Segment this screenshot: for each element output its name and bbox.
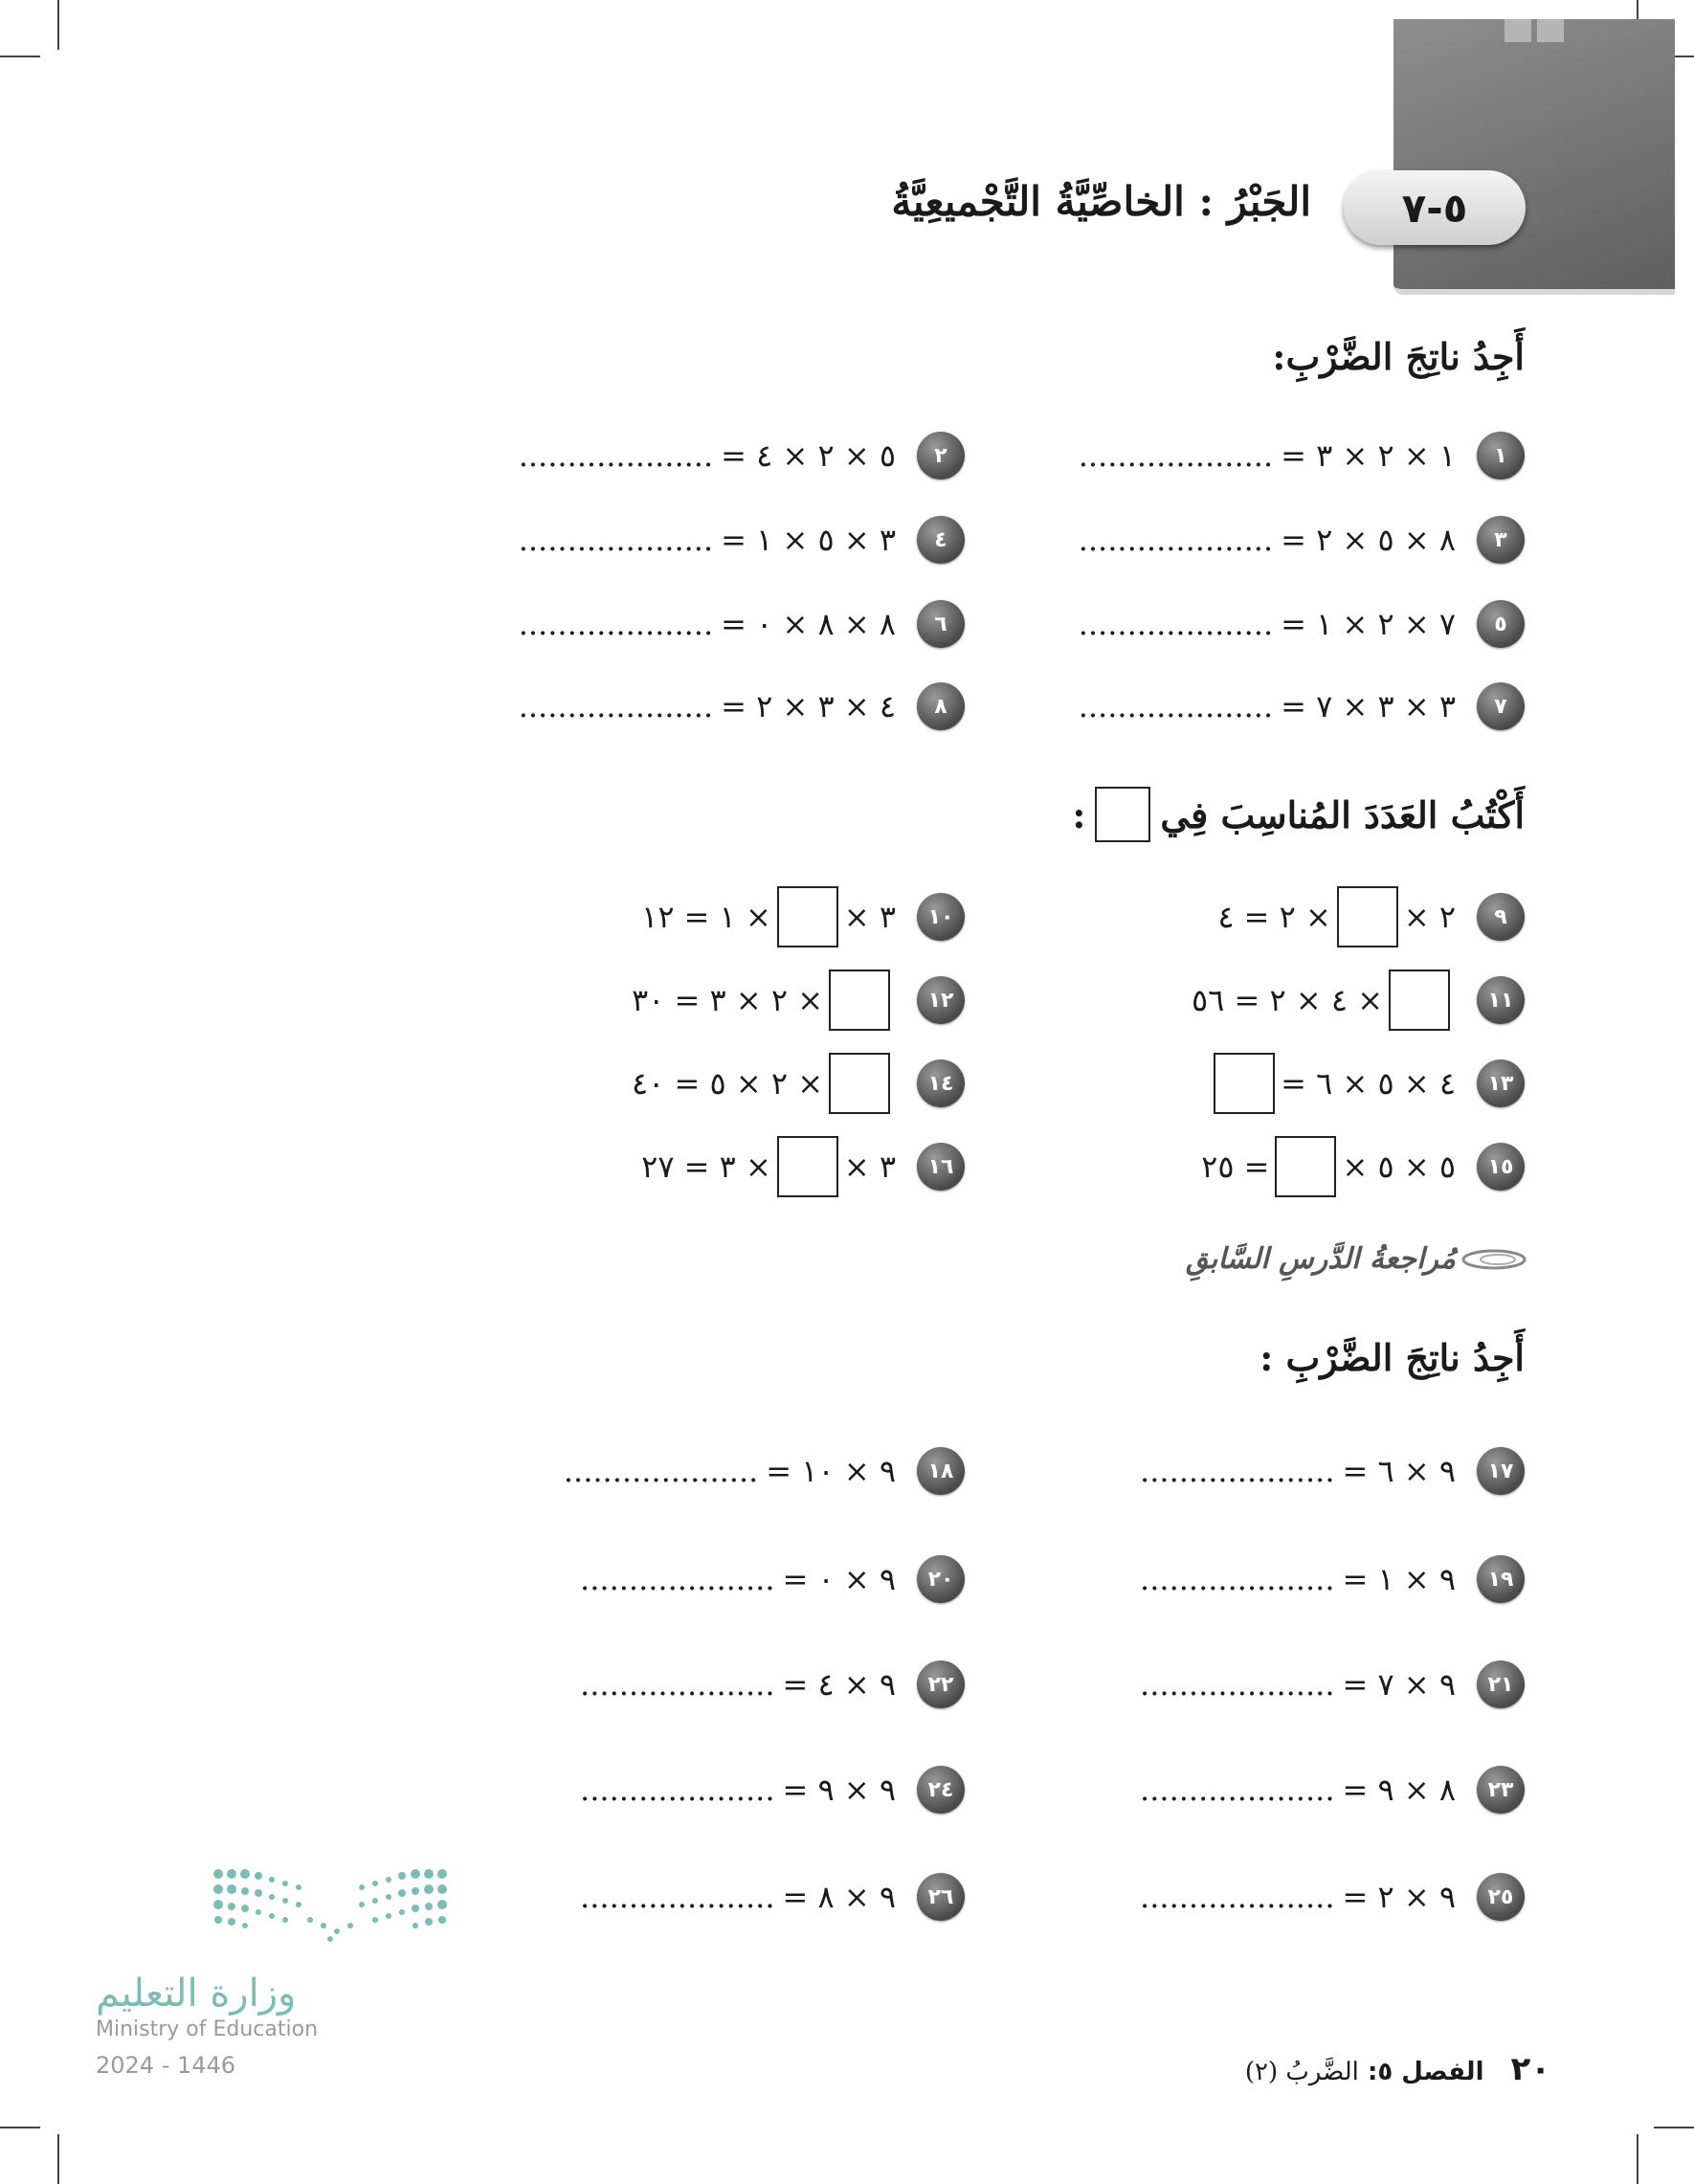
expression-after: × ٤ × ٢ = ٥٦: [1191, 982, 1383, 1018]
answer-box[interactable]: [1214, 1053, 1275, 1114]
expression-after: × ٣ = ٢٧: [641, 1148, 771, 1185]
lesson-number: ٥-٧: [1401, 184, 1468, 232]
answer-line[interactable]: ....................: [1140, 1879, 1335, 1915]
exercise-number-badge: ٦: [917, 600, 965, 648]
exercise-expression: ٨ × ٨ × ٠ =: [721, 606, 896, 642]
review-heading: [1186, 1242, 1527, 1276]
exercise-14: [632, 1053, 965, 1114]
exercise-16: [641, 1136, 965, 1197]
exercise-number-badge: ٢٥: [1477, 1873, 1525, 1921]
answer-line[interactable]: ....................: [518, 606, 714, 642]
exercise-expression: ٩ × ٤ =: [782, 1666, 896, 1703]
expression-after: = ٢٥: [1201, 1148, 1270, 1185]
exercise-number-badge: ١٢: [917, 976, 965, 1024]
crop-mark: [1654, 2127, 1694, 2128]
answer-line[interactable]: ....................: [580, 1879, 775, 1915]
instruction-text: أَجِدُ ناتِجَ الضَّرْبِ :: [1259, 1336, 1525, 1379]
expression-before: ٣ ×: [843, 1148, 896, 1185]
answer-line[interactable]: ....................: [1140, 1772, 1335, 1808]
expression-before: ٢ ×: [1403, 899, 1456, 935]
lesson-title: الجَبْرُ : الخاصِّيَّةُ التَّجْميعِيَّةُ: [891, 178, 1311, 225]
answer-box[interactable]: [777, 886, 838, 947]
ministry-name-english: Ministry of Education: [96, 2017, 319, 2041]
expression-before: ٤ × ٥ × ٦ =: [1281, 1065, 1456, 1102]
crop-mark: [0, 56, 40, 57]
exercise-number-badge: ٤: [917, 516, 965, 564]
exercise-number-badge: ٣: [1477, 516, 1525, 564]
instruction-colon: :: [1072, 792, 1086, 836]
exercise-expression: ٩ × ٠ =: [782, 1561, 896, 1597]
exercise-number-badge: ٥: [1477, 600, 1525, 648]
crop-mark: [57, 0, 59, 50]
exercise-expression: ٣ × ٥ × ١ =: [721, 522, 896, 558]
answer-line[interactable]: ....................: [518, 688, 714, 724]
expression-before: ٣ ×: [843, 899, 896, 935]
answer-box[interactable]: [829, 1053, 890, 1114]
answer-line[interactable]: ....................: [563, 1453, 759, 1489]
answer-line[interactable]: ....................: [1078, 606, 1274, 642]
swirl-icon: [1461, 1248, 1527, 1271]
exercise-number-badge: ١٣: [1477, 1059, 1525, 1107]
chapter-label: [1245, 2058, 1484, 2086]
chapter-title: الضَّربُ (٢): [1244, 2058, 1359, 2086]
exercise-expression: ٩ × ١ =: [1342, 1561, 1456, 1597]
exercise-expression: ٥ × ٢ × ٤ =: [721, 437, 896, 474]
answer-line[interactable]: ....................: [1078, 522, 1274, 558]
exercise-number-badge: ١٤: [917, 1059, 965, 1107]
page-number: ٢٠: [1510, 2050, 1550, 2088]
exercise-number-badge: ٩: [1477, 893, 1525, 941]
exercise-number-badge: ١: [1477, 432, 1525, 479]
answer-line[interactable]: ....................: [518, 437, 714, 474]
exercise-expression: ٣ × ٣ × ٧ =: [1281, 688, 1456, 724]
review-label: مُراجعةُ الدَّرسِ السَّابقِ: [1185, 1242, 1456, 1276]
exercise-15: [1201, 1136, 1525, 1197]
answer-box[interactable]: [1275, 1136, 1336, 1197]
exercise-3: [1079, 509, 1525, 570]
crop-mark: [0, 2127, 40, 2128]
answer-line[interactable]: ....................: [1078, 688, 1274, 724]
exercise-expression: ٤ × ٣ × ٢ =: [721, 688, 896, 724]
answer-line[interactable]: ....................: [1140, 1453, 1335, 1489]
answer-box[interactable]: [777, 1136, 838, 1197]
answer-line[interactable]: ....................: [580, 1561, 775, 1597]
exercise-11: [1192, 969, 1525, 1031]
header-tab-square: [1505, 19, 1531, 42]
exercise-10: [641, 886, 965, 947]
answer-line[interactable]: ....................: [1140, 1561, 1335, 1597]
box-symbol: [1095, 787, 1150, 842]
exercise-18: [564, 1440, 965, 1502]
answer-line[interactable]: ....................: [1140, 1666, 1335, 1703]
header-tab-block: [1393, 19, 1675, 295]
exercise-expression: ٩ × ٨ =: [782, 1879, 896, 1915]
exercise-number-badge: ٢٤: [917, 1766, 965, 1814]
ministry-year: 2024 - 1446: [96, 2052, 236, 2079]
crop-mark: [1637, 2134, 1638, 2184]
answer-line[interactable]: ....................: [580, 1666, 775, 1703]
exercise-24: [580, 1759, 965, 1820]
exercise-23: [1140, 1759, 1525, 1820]
expression-after: × ١ = ١٢: [641, 899, 771, 935]
exercise-number-badge: ١٠: [917, 893, 965, 941]
exercise-8: [519, 676, 965, 737]
exercise-number-badge: ٢٣: [1477, 1766, 1525, 1814]
exercise-25: [1140, 1866, 1525, 1928]
exercise-expression: ٧ × ٢ × ١ =: [1281, 606, 1456, 642]
exercise-26: [580, 1866, 965, 1928]
exercise-5: [1079, 593, 1525, 655]
instruction-text: أَكْتُبُ العَدَدَ المُناسِبَ فِي: [1160, 792, 1525, 836]
exercise-7: [1079, 676, 1525, 737]
exercise-expression: ١ × ٢ × ٣ =: [1281, 437, 1456, 474]
exercise-13: [1208, 1053, 1525, 1114]
expression-after: × ٢ × ٣ = ٣٠: [631, 982, 823, 1018]
exercise-expression: ٨ × ٩ =: [1342, 1772, 1456, 1808]
expression-after: × ٢ × ٥ = ٤٠: [631, 1065, 823, 1102]
page-footer: [1245, 2050, 1550, 2088]
ministry-logo-dots-icon: [211, 1866, 450, 1943]
exercise-expression: ٩ × ٩ =: [782, 1772, 896, 1808]
exercise-6: [519, 593, 965, 655]
instruction-text: أَجِدُ ناتِجَ الضَّرْبِ:: [1272, 335, 1525, 378]
expression-after: × ٢ = ٤: [1217, 899, 1331, 935]
exercise-number-badge: ١٧: [1477, 1447, 1525, 1495]
lesson-number-badge: [1344, 170, 1526, 245]
exercise-expression: ٩ × ٧ =: [1342, 1666, 1456, 1703]
exercise-22: [580, 1654, 965, 1715]
section1-instruction: [1272, 335, 1525, 378]
section3-instruction: [1259, 1336, 1525, 1379]
exercise-number-badge: ١٥: [1477, 1143, 1525, 1191]
exercise-number-badge: ٢٦: [917, 1873, 965, 1921]
exercise-number-badge: ١٨: [917, 1447, 965, 1495]
exercise-9: [1217, 886, 1525, 947]
answer-box[interactable]: [1337, 886, 1398, 947]
exercise-number-badge: ٢: [917, 432, 965, 479]
exercise-1: [1079, 425, 1525, 486]
exercise-2: [519, 425, 965, 486]
exercise-expression: ٩ × ١٠ =: [766, 1453, 896, 1489]
header-tab-square: [1537, 19, 1564, 42]
section2-instruction: [1072, 787, 1525, 842]
exercise-21: [1140, 1654, 1525, 1715]
exercise-20: [580, 1549, 965, 1610]
exercise-expression: ٩ × ٢ =: [1342, 1879, 1456, 1915]
exercise-number-badge: ٧: [1477, 682, 1525, 730]
answer-line[interactable]: ....................: [580, 1772, 775, 1808]
expression-before: ٥ × ٥ ×: [1342, 1148, 1456, 1185]
exercise-19: [1140, 1549, 1525, 1610]
exercise-number-badge: ١١: [1477, 976, 1525, 1024]
exercise-17: [1140, 1440, 1525, 1502]
exercise-4: [519, 509, 965, 570]
exercise-expression: ٨ × ٥ × ٢ =: [1281, 522, 1456, 558]
answer-box[interactable]: [1389, 969, 1450, 1031]
answer-line[interactable]: ....................: [518, 522, 714, 558]
crop-mark: [57, 2134, 59, 2184]
exercise-number-badge: ١٦: [917, 1143, 965, 1191]
exercise-number-badge: ٨: [917, 682, 965, 730]
answer-line[interactable]: ....................: [1078, 437, 1274, 474]
exercise-number-badge: ٢٠: [917, 1555, 965, 1603]
chapter-number: الفصل ٥:: [1367, 2058, 1484, 2086]
exercise-number-badge: ٢١: [1477, 1660, 1525, 1708]
answer-box[interactable]: [829, 969, 890, 1031]
exercise-12: [632, 969, 965, 1031]
exercise-number-badge: ١٩: [1477, 1555, 1525, 1603]
exercise-number-badge: ٢٢: [917, 1660, 965, 1708]
ministry-name-arabic: وزارة التعليم: [96, 1972, 297, 2016]
exercise-expression: ٩ × ٦ =: [1342, 1453, 1456, 1489]
